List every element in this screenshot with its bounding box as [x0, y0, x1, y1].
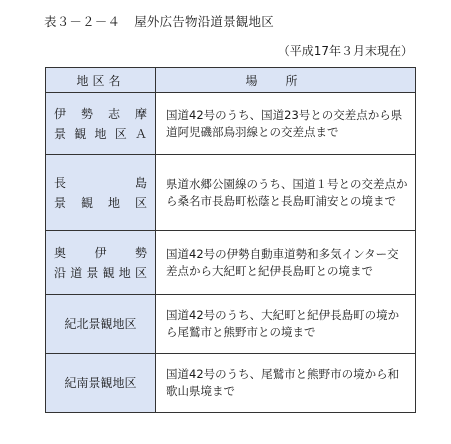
table-row	[46, 231, 416, 295]
district-name-char: 伊	[94, 245, 107, 260]
district-name-line1	[54, 104, 147, 124]
header-district: 地区名	[46, 68, 156, 93]
district-name-char: 長	[54, 175, 67, 190]
district-location: 県道水郷公園線のうち、国道１号との交差点から桑名市長島町松蔭と長島町浦安との境まで	[156, 155, 416, 231]
district-name-char: 道	[70, 265, 83, 280]
district-name-char: 区	[134, 265, 147, 280]
district-name-char: 島	[134, 175, 147, 190]
district-name	[46, 93, 156, 155]
district-name	[46, 231, 156, 295]
landscape-district-table	[45, 67, 416, 413]
district-name-line2	[54, 193, 147, 213]
district-name-char: 区	[114, 126, 127, 141]
district-name-char: 志	[107, 106, 120, 121]
district-location: 国道42号のうち、大紀町と紀伊長島町の境から尾鷲市と熊野市との境まで	[156, 295, 416, 354]
table-row	[46, 155, 416, 231]
header-location: 場所	[156, 68, 416, 93]
table-row	[46, 93, 416, 155]
district-name-line2	[54, 124, 147, 144]
table-number: 表３－２－４	[44, 14, 121, 29]
table-header-row	[46, 68, 416, 93]
district-name: 紀北景観地区	[46, 295, 156, 354]
table-caption	[44, 12, 274, 30]
district-name-char: 地	[107, 195, 120, 210]
table-title: 屋外広告物沿道景観地区	[134, 14, 274, 29]
district-name-char: 景	[54, 195, 67, 210]
district-name-char: 地	[118, 265, 131, 280]
district-name-char: 摩	[134, 106, 147, 121]
district-name-line1	[54, 173, 147, 193]
district-location: 国道42号のうち、尾鷲市と熊野市の境から和歌山県境まで	[156, 354, 416, 413]
district-name-char: 観	[80, 195, 93, 210]
district-location: 国道42号の伊勢自動車道勢和多気インター交差点から大紀町と紀伊長島町との境まで	[156, 231, 416, 295]
district-name-char: 勢	[134, 245, 147, 260]
table-row	[46, 295, 416, 354]
district-name: 紀南景観地区	[46, 354, 156, 413]
district-name-char: 景	[86, 265, 99, 280]
district-name-line2	[54, 263, 147, 283]
district-name-line1	[54, 243, 147, 263]
district-name-char: Ａ	[134, 126, 147, 141]
district-name-char: 区	[134, 195, 147, 210]
district-name-char: 観	[102, 265, 115, 280]
district-name-char: 景	[54, 126, 67, 141]
district-name-char: 地	[94, 126, 107, 141]
district-name-char: 伊	[54, 106, 67, 121]
as-of-date: （平成17年３月末現在）	[277, 44, 413, 58]
district-location: 国道42号のうち、国道23号との交差点から県道阿児磯部鳥羽線との交差点まで	[156, 93, 416, 155]
district-name-char: 勢	[80, 106, 93, 121]
district-name	[46, 155, 156, 231]
district-name-char: 奥	[54, 245, 67, 260]
district-name-char: 観	[74, 126, 87, 141]
table-row	[46, 354, 416, 413]
district-name-char: 沿	[54, 265, 67, 280]
